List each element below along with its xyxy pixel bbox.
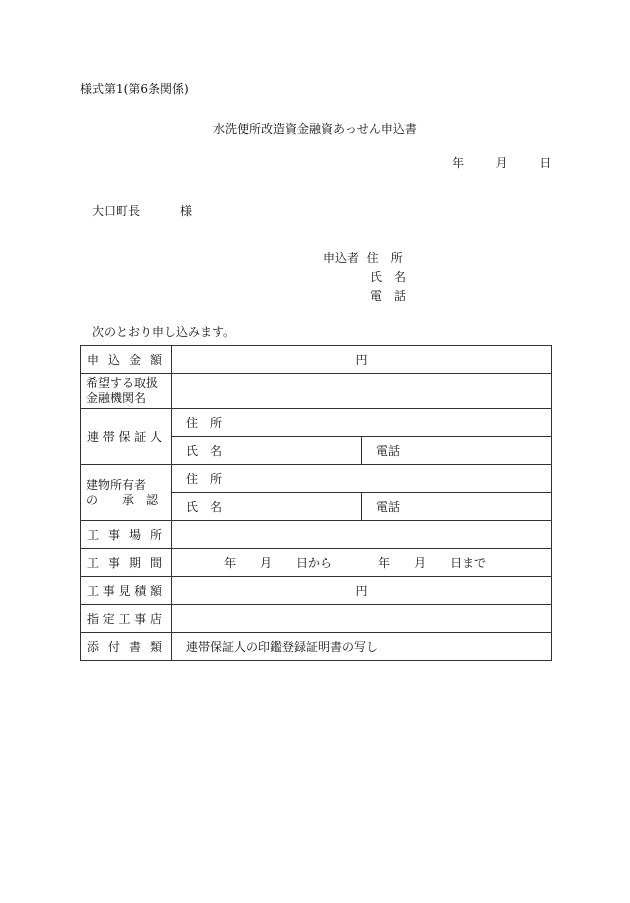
date-month: 月 [495, 156, 508, 170]
period-from-month: 月 [260, 556, 273, 570]
owner-address-field[interactable] [172, 465, 552, 493]
site-label-cell [81, 521, 172, 549]
guarantor-name-label: 氏 名 [186, 444, 223, 458]
row-amount [81, 346, 552, 374]
site-label: 工 事 場 所 [87, 528, 162, 542]
owner-phone-label: 電話 [376, 500, 401, 514]
period-to-year: 年 [378, 556, 391, 570]
date-year: 年 [452, 156, 465, 170]
contractor-field[interactable] [172, 605, 552, 633]
estimate-field[interactable] [172, 577, 552, 605]
date-line [452, 154, 551, 171]
row-site [81, 521, 552, 549]
estimate-label: 工 事 見 積 額 [87, 584, 162, 598]
amount-label-cell [81, 346, 172, 374]
date-day: 日 [539, 156, 552, 170]
applicant-name-label: 氏 名 [370, 270, 407, 284]
owner-label-line1: 建物所有者 [86, 477, 147, 492]
guarantor-address-label: 住 所 [186, 416, 223, 430]
owner-name-field[interactable] [172, 493, 362, 521]
addressee-name: 大口町長 [92, 204, 141, 218]
period-field[interactable] [172, 549, 552, 577]
estimate-unit: 円 [355, 584, 368, 598]
intro-text: 次のとおり申し込みます。 [92, 325, 236, 339]
bank-label [81, 374, 171, 408]
owner-phone-field[interactable] [362, 493, 552, 521]
amount-field[interactable] [172, 346, 552, 374]
amount-unit: 円 [355, 353, 368, 367]
amount-label: 申 込 金 額 [87, 353, 162, 367]
applicant-label: 申込者 [323, 251, 360, 265]
owner-address-label: 住 所 [186, 472, 223, 486]
applicant-phone-label: 電 話 [370, 289, 407, 303]
row-attachments [81, 633, 552, 661]
guarantor-label: 連 帯 保 証 人 [87, 430, 162, 444]
row-estimate [81, 577, 552, 605]
bank-label-line1: 希望する取扱 [86, 376, 159, 390]
attachments-label-cell [81, 633, 172, 661]
row-contractor [81, 605, 552, 633]
period-to-day: 日まで [450, 556, 487, 570]
row-period [81, 549, 552, 577]
addressee [92, 202, 192, 219]
owner-label-line2: の 承 認 [86, 492, 159, 507]
period-label-cell [81, 549, 172, 577]
applicant-address-line [323, 249, 403, 266]
document-title: 水洗便所改造資金融資あっせん申込書 [213, 122, 417, 136]
bank-label-cell [81, 374, 172, 409]
honorific: 様 [180, 204, 193, 218]
attachments-value: 連帯保証人の印鑑登録証明書の写し [186, 640, 379, 654]
applicant-address-label: 住 所 [366, 251, 403, 265]
period-label: 工 事 期 間 [87, 556, 162, 570]
contractor-label-cell [81, 605, 172, 633]
owner-label-cell [81, 465, 172, 521]
estimate-label-cell [81, 577, 172, 605]
row-owner-address [81, 465, 552, 493]
period-from-day: 日から [296, 556, 333, 570]
bank-label-line2: 金融機関名 [86, 391, 147, 405]
period-from-year: 年 [224, 556, 237, 570]
form-number: 様式第1(第6条関係) [80, 82, 189, 96]
guarantor-address-field[interactable] [172, 409, 552, 437]
guarantor-name-field[interactable] [172, 437, 362, 465]
application-table [80, 345, 552, 661]
guarantor-phone-label: 電話 [376, 444, 401, 458]
site-field[interactable] [172, 521, 552, 549]
owner-label [81, 476, 171, 510]
attachments-label: 添 付 書 類 [87, 640, 162, 654]
guarantor-label-cell [81, 409, 172, 465]
contractor-label: 指 定 工 事 店 [87, 612, 162, 626]
attachments-field [172, 633, 552, 661]
owner-name-label: 氏 名 [186, 500, 223, 514]
row-guarantor-address [81, 409, 552, 437]
bank-field[interactable] [172, 374, 552, 409]
row-bank [81, 374, 552, 409]
guarantor-phone-field[interactable] [362, 437, 552, 465]
period-to-month: 月 [414, 556, 427, 570]
